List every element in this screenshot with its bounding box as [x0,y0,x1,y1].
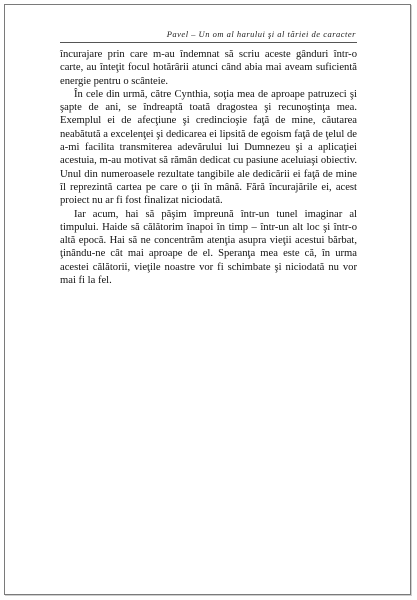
paragraph-cynthia: În cele din urmă, către Cynthia, soţia mea de aproape patruzeci şi şapte de ani, se îndreaptă toată dragostea şi recunoştinţa mea. Exemplul ei de afecţiune şi credincioşie faţă de mine, căutarea neabătută a excelenţei şi dedicarea ei lipsită de egoism faţă de ţelul de a-mi facilita transmiterea adevărului lui Dumnezeu şi a aplicaţiei acestuia, m-au motivat să rămân dedicat cu pasiune aceluiaşi obiectiv. Unul din numeroasele rezultate tangibile ale dedicării ei faţă de mine îl reprezintă cartea pe care o ţii în mână. Fără încurajările ei, acest proiect nu ar fi fost finalizat niciodată. [60,88,357,207]
running-header: Pavel – Un om al harului şi al tăriei de caracter [166,29,356,39]
body-text [60,48,357,287]
paragraph-continued: încurajare prin care m-au îndemnat să scriu aceste gânduri într-o carte, au înteţit focul hotărârii atunci când abia mai aveam suficientă energie pentru o scânteie. [60,49,357,87]
paragraph-journey: Iar acum, hai să păşim împreună într-un tunel imaginar al timpului. Haide să călătorim înapoi în timp – într-un alt loc şi într-o altă epocă. Hai să ne concentrăm atenţia asupra vieţii acestui bărbat, ţinându-ne cât mai aproape de el. Speranţa mea este că, în urma acestei călătorii, vieţile noastre vor fi schimbate şi niciodată nu vor mai fi la fel. [60,208,357,287]
header-rule [60,42,357,43]
